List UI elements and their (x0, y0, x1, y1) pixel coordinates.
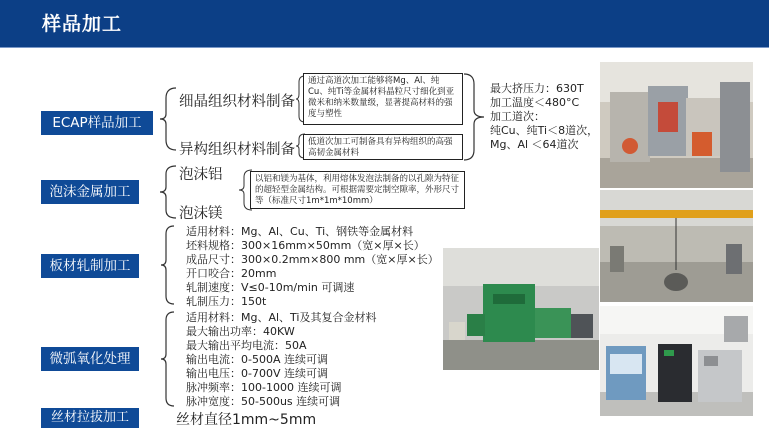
mao-spec-line: 最大输出平均电流：50A (186, 339, 307, 352)
mao-spec-line: 输出电流：0-500A 连续可调 (186, 353, 328, 366)
mao-spec-line: 输出电压：0-700V 连续可调 (186, 367, 328, 380)
rolling-mill-photo (443, 248, 599, 370)
header-bar (0, 0, 769, 47)
foam-sub-aluminum: 泡沫铝 (179, 167, 223, 183)
mao-specs (186, 311, 377, 409)
rolling-bracket (160, 224, 176, 306)
ecap-sub-heterostructure: 异构组织材料制备 (179, 142, 295, 158)
ecap-note-fine-grain: 通过高道次加工能够将Mg、Al、纯Cu、纯Ti等金属材料晶粒尺寸细化到亚微米和纳米数量级，显著提高材料的强度与塑性 (303, 73, 463, 125)
category-wire-drawing: 丝材拉拔加工 (41, 408, 139, 428)
ecap-spec-bracket (462, 72, 488, 162)
ecap-specs (490, 82, 598, 152)
rolling-specs (186, 225, 439, 309)
mao-spec-line: 脉冲频率：100-1000 连续可调 (186, 381, 342, 394)
ecap-note-heterostructure: 低道次加工可制备具有异构组织的高强高韧金属材料 (303, 134, 463, 160)
page-title: 样品加工 (42, 13, 123, 35)
rolling-spec-line: 成品尺寸：300×0.2mm×800 mm（宽×厚×长） (186, 253, 439, 266)
category-sheet-rolling: 板材轧制加工 (41, 254, 139, 278)
rolling-spec-line: 坯料规格：300×16mm×50mm（宽×厚×长） (186, 239, 425, 252)
foam-sub-magnesium: 泡沫镁 (179, 206, 223, 222)
rolling-spec-line: 轧制压力：150t (186, 295, 267, 308)
category-foam-metal: 泡沫金属加工 (41, 180, 139, 204)
ecap-spec-line: Mg、Al ＜64道次 (490, 138, 579, 151)
category-ecap: ECAP样品加工 (41, 111, 153, 135)
ecap-machine-photo (600, 62, 753, 188)
rolling-spec-line: 适用材料：Mg、Al、Cu、Ti、钢铁等金属材料 (186, 225, 414, 238)
mao-spec-line: 适用材料：Mg、Al、Ti及其复合金材料 (186, 311, 377, 324)
ecap-bracket (158, 86, 178, 152)
ecap-spec-line: 加工温度＜480°C (490, 96, 580, 109)
ecap-spec-line: 加工道次： (490, 110, 545, 123)
ecap-spec-line: 纯Cu、纯Ti＜8道次， (490, 124, 599, 137)
rolling-spec-line: 轧制速度：V≤0-10m/min 可调速 (186, 281, 355, 294)
mao-bracket (160, 310, 176, 408)
mao-equipment-photo (600, 306, 753, 416)
foam-bracket (158, 164, 178, 220)
mao-spec-line: 最大输出功率：40KW (186, 325, 295, 338)
rolling-spec-line: 开口咬合：20mm (186, 267, 277, 280)
ecap-spec-line: 最大挤压力：630T (490, 82, 584, 95)
wire-spec: 丝材直径1mm~5mm (176, 412, 317, 428)
ecap-sub-fine-grain: 细晶组织材料制备 (179, 94, 295, 110)
mao-spec-line: 脉冲宽度：50-500us 连续可调 (186, 395, 341, 408)
foam-note: 以铝和镁为基体，利用熔体发泡法制备的以孔隙为特征的超轻型金属结构。可根据需要定制空隙率，外形尺寸等（标准尺寸1m*1m*10mm） (250, 171, 465, 209)
header-divider (0, 47, 769, 48)
category-micro-arc-oxidation: 微弧氧化处理 (41, 347, 139, 371)
foam-workshop-photo (600, 190, 753, 302)
